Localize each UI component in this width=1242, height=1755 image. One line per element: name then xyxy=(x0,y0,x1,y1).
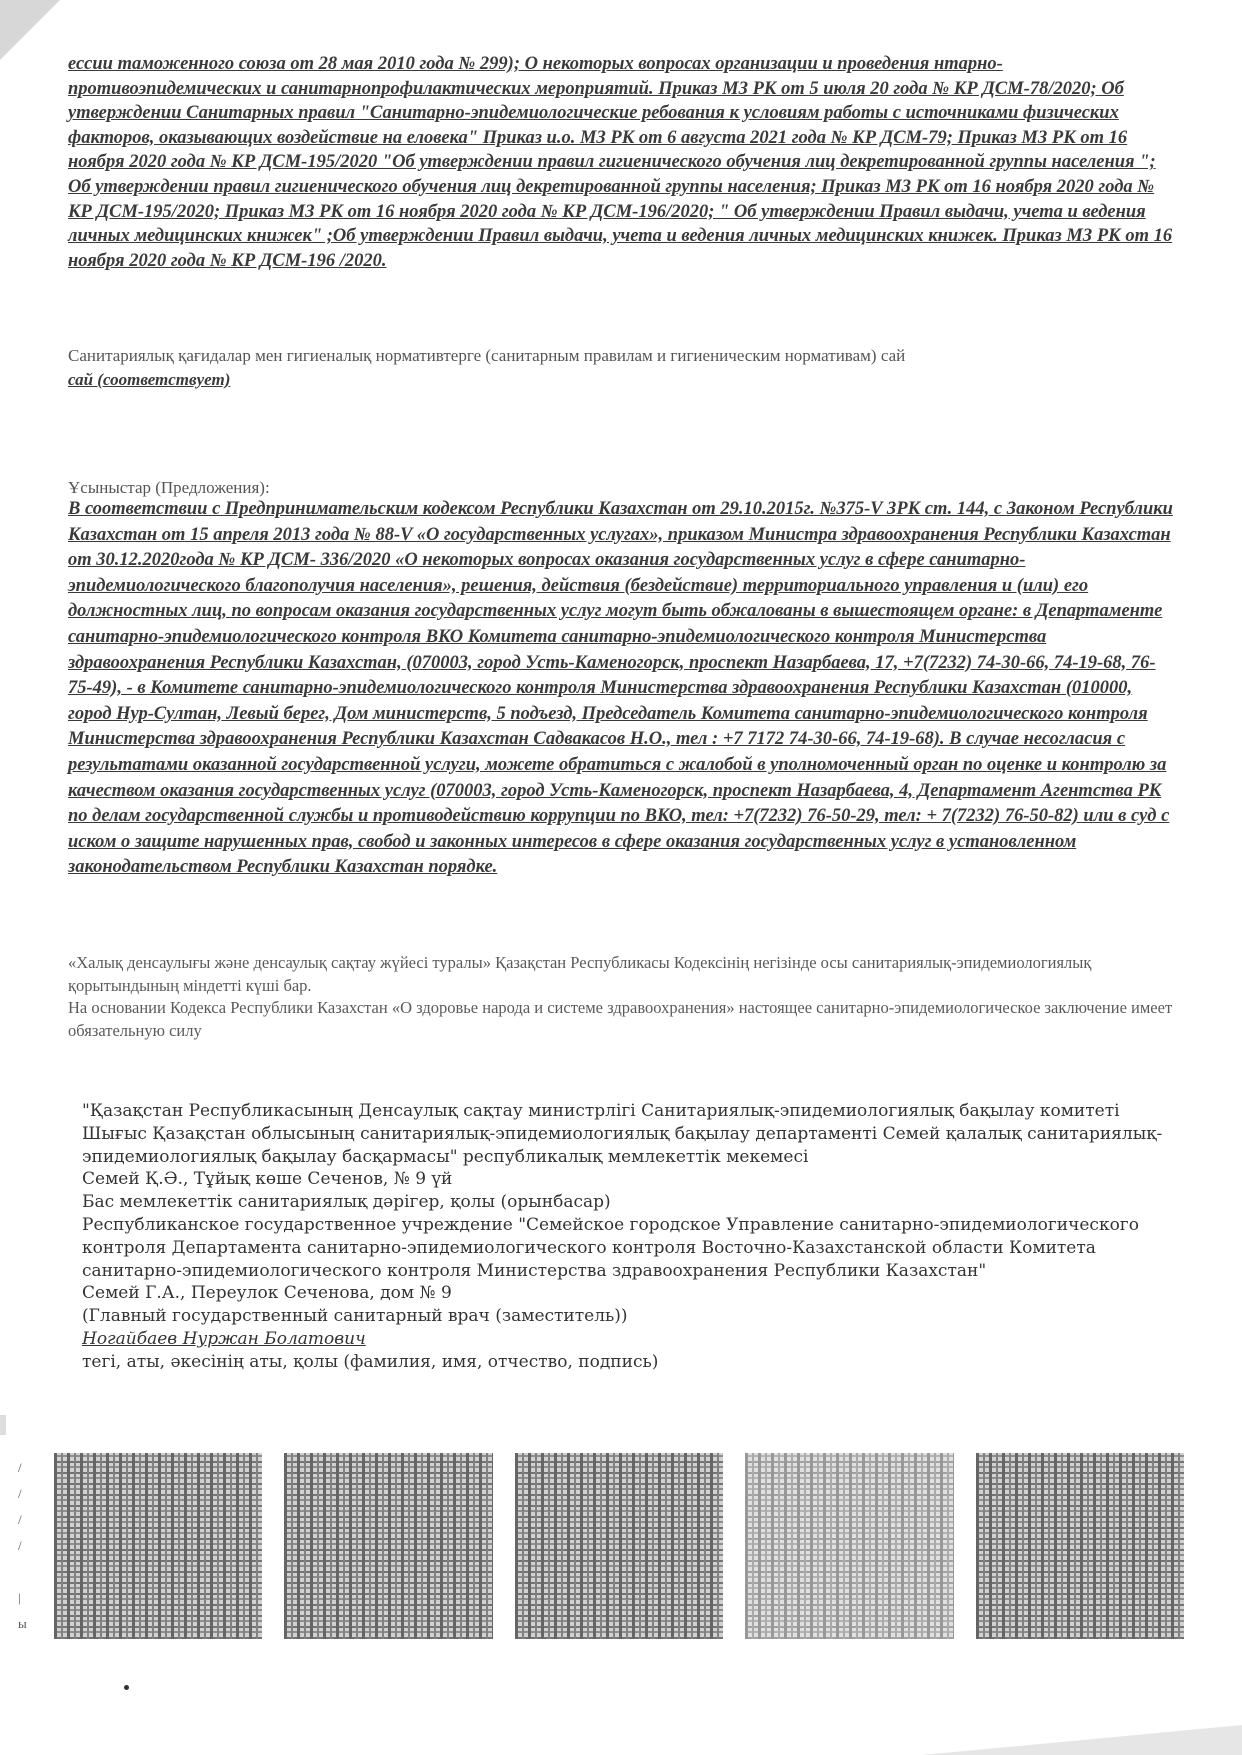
qr-code-5 xyxy=(976,1453,1184,1639)
compliance-label: Санитариялық қағидалар мен гигиеналық нормативтерге (санитарным правилам и гигиеническим нормативам) сай xyxy=(68,346,906,365)
legal-basis-ru: На основании Кодекса Республики Казахстан «О здоровье народа и системе здравоохранения» настоящее санитарно-эпидемиологическое заключение имеет обязательную силу xyxy=(68,998,1173,1040)
signatory-name: Ногайбаев Нуржан Болатович xyxy=(82,1328,366,1349)
proposals-label: Ұсыныстар (Предложения): xyxy=(68,478,270,497)
legal-basis-kz: «Халық денсаулығы және денсаулық сақтау жүйесі туралы» Қазақстан Республикасы Кодексінің негізінде осы санитариялық-эпидемиологиялық қорытындының міндетті күші бар. xyxy=(68,953,1092,995)
folded-corner xyxy=(0,0,60,60)
page-shadow xyxy=(922,1725,1242,1755)
qr-code-2 xyxy=(284,1453,492,1639)
compliance-section xyxy=(68,344,1178,392)
legal-basis xyxy=(68,952,1178,1042)
org-address-ru: Семей Г.А., Переулок Сеченова, дом № 9 xyxy=(82,1283,452,1304)
qr-code-3 xyxy=(515,1453,723,1639)
issuing-organization xyxy=(82,1100,1182,1374)
qr-code-4 xyxy=(745,1453,953,1639)
position-ru: (Главный государственный санитарный врач (заместитель)) xyxy=(82,1306,628,1327)
compliance-value: сай (соответствует) xyxy=(68,370,231,389)
org-address-kz: Семей Қ.Ә., Тұйық көше Сеченов, № 9 үй xyxy=(82,1169,453,1190)
margin-marks: / / / / | ы xyxy=(18,1460,27,1631)
proposals-text: В соответствии с Предпринимательским кодексом Республики Казахстан от 29.10.2015г. №375-V ЗРК ст. 144, с Законом Республики Казахстан от 15 апреля 2013 года № 88-V «О государственных услугах», приказом Министра здравоохранения Республики Казахстан от 30.12.2020года № КР ДСМ- 336/2020 «О некоторых вопросах оказания государственных услуг в сфере санитарно-эпидемиологического благополучия населения», решения, действия (бездействие) территориального управления и (или) его должностных лиц, по вопросам оказания государственных услуг могут быть обжалованы в вышестоящем органе: в Департаменте санитарно-эпидемиологического контроля ВКО Комитета санитарно-эпидемиологического контроля Министерства здравоохранения Республики Казахстан, (070003, город Усть-Каменогорск, проспект Назарбаева, 17, +7(7232) 74-30-66, 74-19-68, 76-75-49), - в Комитете санитарно-эпидемиологического контроля Министерства здравоохранения Республики Казахстан (010000, город Нур-Султан, Левый берег, Дом министерств, 5 подъезд, Председатель Комитета санитарно-эпидемиологического контроля Министерства здравоохранения Республики Казахстан Садвакасов Н.О., тел : +7 7172 74-30-66, 74-19-68). В случае несогласия с результатами оказанной государственной услуги, можете обратиться с жалобой в уполномоченный орган по оценке и контролю за качеством оказания государственных услуг (070003, город Усть-Каменогорск, проспект Назарбаева, 4, Департамент Агентства РК по делам государственной службы и противодействию коррупции по ВКО, тел: +7(7232) 76-50-29, тел: + 7(7232) 76-50-82) или в суд с иском о защите нарушенных прав, свобод и законных интересов в сфере оказания государственных услуг в установленном законодательством Республики Казахстан порядке. xyxy=(68,499,1173,878)
org-name-kz: "Қазақстан Республикасының Денсаулық сақтау министрлігі Санитариялық-эпидемиологиялық бақылау комитеті Шығыс Қазақстан облысының санитариялық-эпидемиологиялық бақылау департаменті Семей қалалық санитариялық-эпидемиологиялық бақылау басқармасы" республикалық мемлекеттік мекемесі xyxy=(82,1101,1163,1167)
signature-caption: тегі, аты, әкесінің аты, қолы (фамилия, имя, отчество, подпись) xyxy=(82,1351,659,1372)
qr-code-1 xyxy=(54,1453,262,1639)
stray-dot xyxy=(124,1685,129,1690)
org-name-ru: Республиканское государственное учреждение "Семейское городское Управление санитарно-эпидемиологического контроля Департамента санитарно-эпидемиологического контроля Восточно-Казахстанской области Комитета санитарно-эпидемиологического контроля Министерства здравоохранения Республики Казахстан" xyxy=(82,1214,1139,1281)
legal-references-continuation: ессии таможенного союза от 28 мая 2010 года № 299); О некоторых вопросах организации и проведения нтарно-противоэпидемических и санитарнопрофилактических мероприятий. Приказ МЗ РК от 5 июля 20 года № КР ДСМ-78/2020; Об утверждении Санитарных правил "Санитарно-эпидемиологические ребования к условиям работы с источниками физических факторов, оказывающих воздействие на еловека" Приказ и.о. МЗ РК от 6 августа 2021 года № КР ДСМ-79; Приказ МЗ РК от 16 ноября 2020 года № КР ДСМ-195/2020 "Об утверждении правил гигиенического обучения лиц декретированной группы населения "; Об утверждении правил гигиенического обучения лиц декретированной группы населения; Приказ МЗ РК от 16 ноября 2020 года № КР ДСМ-195/2020; Приказ МЗ РК от 16 ноября 2020 года № КР ДСМ-196/2020; " Об утверждении Правил выдачи, учета и ведения личных медицинских книжек" ;Об утверждении Правил выдачи, учета и ведения личных медицинских книжек. Приказ МЗ РК от 16 ноября 2020 года № КР ДСМ-196 /2020. xyxy=(68,54,1173,271)
scan-edge-mark xyxy=(0,1415,6,1435)
qr-code-row xyxy=(54,1453,1184,1639)
position-kz: Бас мемлекеттік санитариялық дәрігер, қолы (орынбасар) xyxy=(82,1192,611,1213)
